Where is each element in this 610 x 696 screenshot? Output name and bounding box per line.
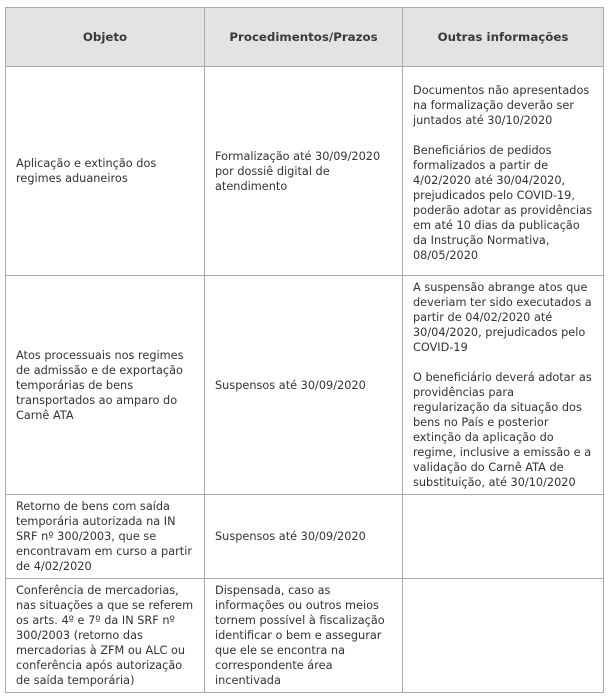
cell-procedimentos: Dispensada, caso as informações ou outros meios tornem possível à fiscalização identificar o bem e assegurar que ele se encontra na correspondente área incentivada bbox=[205, 579, 403, 693]
header-objeto: Objeto bbox=[6, 8, 205, 67]
regimes-table bbox=[5, 7, 604, 693]
cell-procedimentos: Formalização até 30/09/2020 por dossiê digital de atendimento bbox=[205, 67, 403, 276]
cell-outras bbox=[403, 67, 604, 276]
header-procedimentos: Procedimentos/Prazos bbox=[205, 8, 403, 67]
cell-outras bbox=[403, 579, 604, 693]
table-row bbox=[6, 67, 604, 276]
cell-procedimentos: Suspensos até 30/09/2020 bbox=[205, 495, 403, 579]
table-row bbox=[6, 579, 604, 693]
info-paragraph: O beneficiário deverá adotar as providências para regularização da situação dos bens no País e posterior extinção da aplicação do regime, inclusive a emissão e a validação do Carnê ATA de substituição, até 30/10/2020 bbox=[413, 371, 592, 489]
cell-objeto: Aplicação e extinção dos regimes aduaneiros bbox=[6, 67, 205, 276]
table-row bbox=[6, 495, 604, 579]
header-outras-informacoes: Outras informações bbox=[403, 8, 604, 67]
cell-objeto: Retorno de bens com saída temporária autorizada na IN SRF nº 300/2003, que se encontravam em curso a partir de 4/02/2020 bbox=[6, 495, 205, 579]
header-row bbox=[6, 8, 604, 67]
cell-outras bbox=[403, 495, 604, 579]
cell-objeto: Atos processuais nos regimes de admissão e de exportação temporárias de bens transportados ao amparo do Carnê ATA bbox=[6, 276, 205, 495]
table-row bbox=[6, 276, 604, 495]
info-paragraph: Documentos não apresentados na formalização deverão ser juntados até 30/10/2020 bbox=[413, 83, 590, 127]
cell-procedimentos: Suspensos até 30/09/2020 bbox=[205, 276, 403, 495]
cell-outras bbox=[403, 276, 604, 495]
cell-objeto: Conferência de mercadorias, nas situações a que se referem os arts. 4º e 7º da IN SRF nº 300/2003 (retorno das mercadorias à ZFM ou ALC ou conferência após autorização de saída temporária) bbox=[6, 579, 205, 693]
info-paragraph: Beneficiários de pedidos formalizados a partir de 4/02/2020 até 30/04/2020, prejudicados pelo COVID-19, poderão adotar as providências em até 10 dias da publicação da Instrução Normativa, 08/05/2020 bbox=[413, 143, 593, 262]
info-paragraph: A suspensão abrange atos que deveriam ter sido executados a partir de 04/02/2020 até 30/04/2020, prejudicados pelo COVID-19 bbox=[413, 281, 592, 354]
